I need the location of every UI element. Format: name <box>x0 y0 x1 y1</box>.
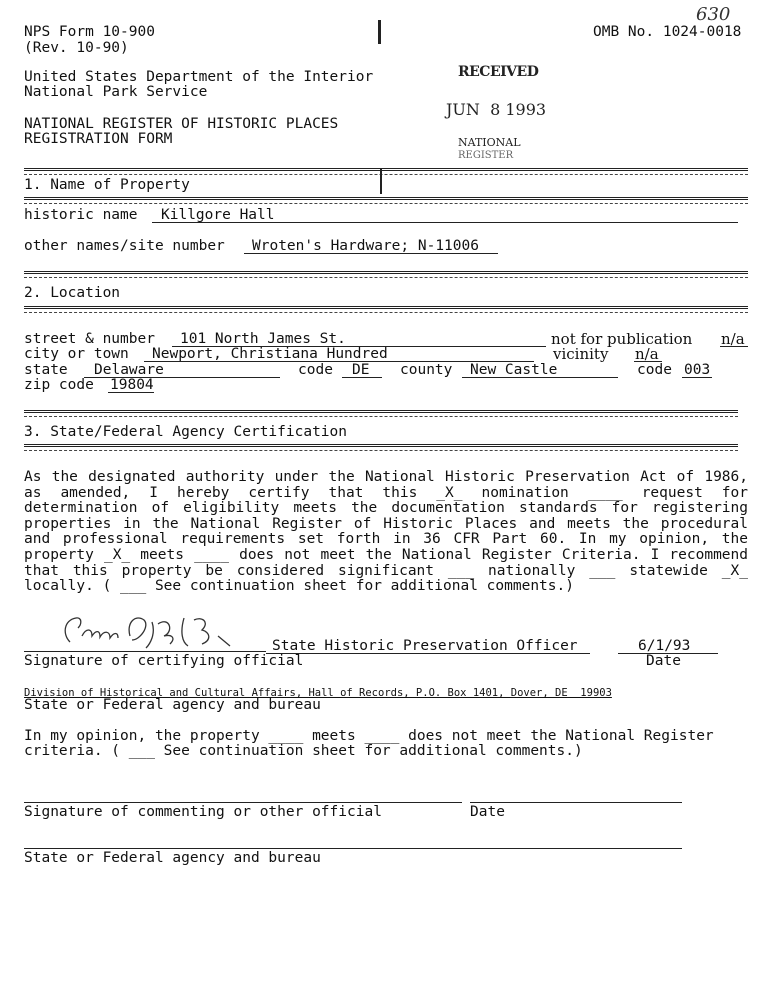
section-divider <box>24 203 748 204</box>
section-divider <box>24 277 748 278</box>
agency-label: State or Federal agency and bureau <box>24 697 321 713</box>
other-names-value[interactable]: Wroten's Hardware; N-11006 <box>252 238 479 254</box>
section-divider <box>24 450 738 451</box>
state-label: state <box>24 362 68 378</box>
form-revision: (Rev. 10-90) <box>24 40 129 56</box>
not-for-publication-value[interactable]: n/a <box>721 330 745 348</box>
certification-line: that this property be considered significant ___ nationally ___ statewide _X_ <box>24 562 748 579</box>
section-3-heading: 3. State/Federal Agency Certification <box>24 424 348 440</box>
zip-label: zip code <box>24 377 94 393</box>
state-code-label: code <box>298 362 333 378</box>
field-underline <box>266 653 590 654</box>
vicinity-value[interactable]: n/a <box>635 345 659 363</box>
section-divider <box>24 197 748 200</box>
city-value[interactable]: Newport, Christiana Hundred <box>152 346 388 362</box>
certification-line: and professional requirements set forth in 36 CFR Part 60. In my opinion, the <box>24 531 748 548</box>
city-label: city or town <box>24 346 129 362</box>
signature-line <box>24 651 266 652</box>
vicinity-label: vicinity <box>553 345 609 363</box>
certification-line: locally. ( ___ See continuation sheet for additional comments.) <box>24 578 574 595</box>
field-underline <box>244 253 498 254</box>
commenting-signature-line[interactable] <box>24 802 462 803</box>
section-1-heading: 1. Name of Property <box>24 177 190 193</box>
agency-bureau-line[interactable] <box>24 848 682 849</box>
commenting-date-line[interactable] <box>470 802 682 803</box>
opinion-line-2: criteria. ( ___ See continuation sheet for additional comments.) <box>24 743 583 759</box>
stamp-line-1: NATIONAL <box>458 136 521 149</box>
form-title-line-2: REGISTRATION FORM <box>24 131 173 147</box>
not-for-publication-label: not for publication <box>551 330 693 348</box>
field-underline <box>720 346 748 347</box>
section-divider <box>24 312 748 313</box>
commenting-official-label: Signature of commenting or other official <box>24 804 382 820</box>
section-divider <box>24 306 748 309</box>
certification-line: As the designated authority under the National Historic Preservation Act of 1986, <box>24 469 748 485</box>
handwritten-signature <box>52 606 272 656</box>
field-underline <box>152 222 738 223</box>
historic-name-value[interactable]: Killgore Hall <box>161 207 275 223</box>
certification-statement <box>24 470 748 595</box>
other-names-label: other names/site number <box>24 238 225 254</box>
county-value[interactable]: New Castle <box>470 362 558 378</box>
county-label: county <box>400 362 453 378</box>
section-divider <box>24 168 748 171</box>
certification-line: as amended, I hereby certify that this _X_ nomination ____ request for <box>24 484 748 501</box>
stamp-line-2: REGISTER <box>458 150 514 161</box>
certification-line: determination of eligibility meets the documentation standards for registering <box>24 500 748 517</box>
section-divider <box>24 410 738 413</box>
handwritten-number: 630 <box>696 4 731 25</box>
section-2-heading: 2. Location <box>24 285 121 301</box>
form-title-line-1: NATIONAL REGISTER OF HISTORIC PLACES <box>24 116 339 132</box>
date-label-2: Date <box>470 804 505 820</box>
omb-number: OMB No. 1024-0018 <box>593 24 742 40</box>
certification-line: properties in the National Register of Historic Places and meets the procedural <box>24 515 748 532</box>
section-divider <box>24 416 738 417</box>
section-divider <box>24 271 748 274</box>
agency-value[interactable]: Division of Historical and Cultural Affairs, Hall of Records, P.O. Box 1401, Dover, DE 19903 <box>24 687 612 699</box>
street-label: street & number <box>24 331 155 347</box>
state-code-value[interactable]: DE <box>352 362 370 378</box>
service-name: National Park Service <box>24 84 208 100</box>
historic-name-label: historic name <box>24 207 138 223</box>
field-underline <box>682 377 712 378</box>
opinion-line-1: In my opinion, the property ____ meets ____ does not meet the National Register <box>24 728 714 744</box>
street-value[interactable]: 101 North James St. <box>180 331 346 347</box>
field-underline <box>342 377 382 378</box>
scan-mark <box>378 20 381 44</box>
agency-label-2: State or Federal agency and bureau <box>24 850 321 866</box>
signature-label: Signature of certifying official <box>24 653 304 669</box>
signer-title[interactable]: State Historic Preservation Officer <box>272 638 578 654</box>
county-code-value[interactable]: 003 <box>684 362 711 378</box>
signature-date[interactable]: 6/1/93 <box>638 638 691 654</box>
department-name: United States Department of the Interior <box>24 69 374 85</box>
form-number: NPS Form 10-900 <box>24 24 155 40</box>
section-divider <box>24 444 738 447</box>
field-underline <box>462 377 618 378</box>
zip-value[interactable]: 19804 <box>110 377 154 393</box>
state-value[interactable]: Delaware <box>94 362 164 378</box>
section-divider <box>24 174 748 175</box>
scan-mark <box>380 168 382 194</box>
field-underline <box>108 392 154 393</box>
certification-line: property _X_ meets ____ does not meet the National Register Criteria. I recommend <box>24 546 748 563</box>
stamp-received: RECEIVED <box>458 64 539 80</box>
date-label: Date <box>646 653 681 669</box>
stamp-date: JUN 8 1993 <box>446 100 547 119</box>
county-code-label: code <box>637 362 672 378</box>
